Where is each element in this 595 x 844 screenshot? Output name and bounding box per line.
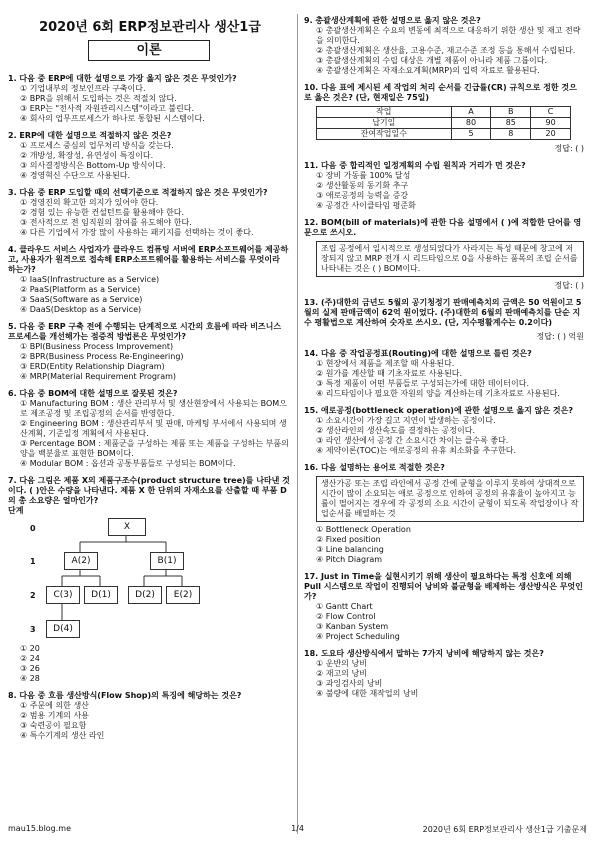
question-title: 9. 총괄생산계획에 관한 설명으로 옳지 않은 것은? [304,16,481,25]
answer-option[interactable]: ① IaaS(Infrastructure as a Service) [20,275,160,284]
question-2 [8,131,290,181]
product-structure-tree [8,506,290,644]
answer-option[interactable]: ④ 다른 기업에서 가장 많이 사용하는 패키지를 선택하는 것이 좋다. [20,228,254,237]
answer-option[interactable]: ③ 특정 제품이 어떤 부품들로 구성되는가에 대한 데이터이다. [316,379,529,388]
question-15 [304,406,584,456]
answer-option[interactable]: ③ 26 [20,664,40,673]
answer-option[interactable]: ① 운반의 낭비 [316,659,367,668]
question-options [8,701,290,741]
answer-option[interactable]: ② Flow Control [316,612,376,621]
answer-option[interactable]: ④ 28 [20,674,40,683]
question-title: 16. 다음 설명하는 용어로 적절한 것은? [304,463,445,472]
question-options [8,141,290,181]
answer-option[interactable]: ② 재고의 낭비 [316,669,367,678]
answer-option[interactable]: ② PaaS(Platform as a Service) [20,285,141,294]
footer-right: 2020년 6회 ERP정보관리사 생산1급 기출문제 [422,825,587,834]
answer-option[interactable]: ③ ERD(Entity Relationship Diagram) [20,362,165,371]
table-cell: 90 [531,118,571,129]
question-7 [8,476,290,684]
answer-option[interactable]: ④ 총괄생산계획은 자재소요계획(MRP)의 입력 자료로 활용된다. [316,66,540,75]
table-cell: 85 [491,118,531,129]
tree-node-c: C(3) [46,586,80,604]
answer-option[interactable]: ① 기업내부의 정보인프라 구축이다. [20,84,146,93]
level-label: 0 [30,524,36,533]
answer-option[interactable]: ② 24 [20,654,40,663]
answer-option[interactable]: ② 총괄생산계획은 생산율, 고용수준, 재고수준 조정 등을 통해서 수립된다. [316,46,576,55]
answer-blank[interactable]: 정답: ( ) 억원 [536,332,584,341]
answer-option[interactable]: ④ Pitch Diagram [316,555,383,564]
question-title: 5. 다음 중 ERP 구축 전에 수행되는 단계적으로 시간의 흐름에 따라 비즈니스 프로세스를 개선해가는 점증적 방법론은 무엇인가? [8,322,282,341]
answer-option[interactable]: ② 생산라인의 생산속도를 결정하는 공정이다. [316,426,475,435]
question-title: 11. 다음 중 합리적인 일정계획의 수립 원칙과 거리가 먼 것은? [304,161,526,170]
question-options [304,359,584,399]
question-options [8,275,290,315]
answer-option[interactable]: ① 현장에서 제품을 제조할 때 사용된다. [316,359,455,368]
table-row [317,129,571,140]
answer-option[interactable]: ④ 특수기계의 생산 라인 [20,731,105,740]
answer-option[interactable]: ② BPR을 위해서 도입하는 것은 적절치 않다. [20,94,177,103]
answer-blank[interactable]: 정답: ( ) [554,144,584,153]
answer-option[interactable]: ① 주문에 의한 생산 [20,701,89,710]
level-header: 단계 [8,506,24,515]
answer-option[interactable]: ② Fixed position [316,535,381,544]
question-title: 10. 다음 표에 제시된 세 작업의 처리 순서를 긴급률(CR) 규칙으로 정한 것으로 옳은 것은? (단, 현재일은 75일) [304,83,577,102]
column-divider [297,14,298,834]
question-title: 13. (주)대한의 금년도 5월의 공기청정기 판매예측치의 금액은 50 억원이고 5월의 실제 판매금액이 62억 원이었다. (주)대한의 6월의 판매예측치를 단순 지수 평활법으로 계산하여 숫자로 쓰시오. (단, 지수평활계수는 0.2이다) [304,298,582,327]
question-5 [8,322,290,382]
footer-page-number: 1/4 [291,824,304,833]
question-14 [304,349,584,399]
left-column [8,74,290,748]
answer-option[interactable]: ③ Percentage BOM : 제품군을 구성하는 제품 또는 제품을 구성하는 부품의 양을 백분율로 표현한 BOM이다. [20,439,289,458]
answer-option[interactable]: ② 원가를 계산할 때 기초자료로 사용된다. [316,369,463,378]
question-box: 생산가공 또는 조립 라인에서 공정 간에 균형을 이루지 못하여 상대적으로 시간이 많이 소요되는 애로 공정으로 인하여 공정의 유휴율이 높아지고 능률이 떨어지는 경우에 각 공정의 소요 시간이 균형이 되도록 작업장이나 작업순서를 배열하는 것 [316,476,584,522]
answer-option[interactable]: ③ ERP는 "전사적 자원관리시스템"이라고 불린다. [20,104,195,113]
table-header-cell: C [531,107,571,118]
tree-node-e: E(2) [166,586,200,604]
answer-option[interactable]: ④ MRP(Material Requirement Program) [20,372,177,381]
schedule-table [316,106,571,140]
answer-option[interactable]: ① 장비 가동률 100% 달성 [316,171,411,180]
answer-option[interactable]: ④ Modular BOM : 옵션과 공통부품들로 구성되는 BOM이다. [20,459,236,468]
answer-option[interactable]: ① 경영진의 확고한 의지가 있어야 한다. [20,198,159,207]
question-1 [8,74,290,124]
question-9 [304,16,584,76]
table-cell: 잔여작업일수 [317,129,452,140]
answer-option[interactable]: ④ Project Scheduling [316,632,400,641]
answer-option[interactable]: ③ 전사적으로 전 임직원의 참여를 유도해야 한다. [20,218,192,227]
question-options [304,602,584,642]
answer-option[interactable]: ① Bottleneck Operation [316,525,411,534]
question-options [304,171,584,211]
tree-node-x: X [108,518,146,536]
answer-option[interactable]: ① Gantt Chart [316,602,373,611]
question-title: 3. 다음 중 ERP 도입할 때의 선택기준으로 적절하지 않은 것은 무엇인가? [8,188,268,197]
question-options [304,525,584,565]
answer-option[interactable]: ④ 회사의 업무프로세스가 하나로 통합된 시스템이다. [20,114,205,123]
question-options [304,659,584,699]
answer-option[interactable]: ① Manufacturing BOM : 생산 관리부서 및 생산현장에서 사용되는 BOM으로 제조공정 및 조립공정의 순서를 반영한다. [20,399,287,418]
question-title: 17. Just in Time을 실현시키기 위해 생산이 필요하다는 특정 신호에 의해 Pull 시스템으로 작업이 진행되어 낭비와 불균형을 배제하는 생산방식은 무엇인가? [304,572,583,601]
answer-option[interactable]: ④ 불량에 대한 재작업의 낭비 [316,689,419,698]
question-10 [304,83,584,154]
question-title: 8. 다음 중 흐름 생산방식(Flow Shop)의 특징에 해당하는 것은? [8,691,242,700]
section-label: 이론 [88,40,210,61]
question-11 [304,161,584,211]
answer-option[interactable]: ② Engineering BOM : 생산관리부서 및 판매, 마케팅 부서에서 사용되며 생산계획, 기준일정 계획에서 사용된다. [20,419,287,438]
answer-option[interactable]: ③ SaaS(Software as a Service) [20,295,143,304]
answer-option[interactable]: ④ 제약이론(TOC)는 애로공정의 유휴 최소화를 추구한다. [316,446,516,455]
level-label: 1 [30,557,36,566]
question-options [8,198,290,238]
answer-option[interactable]: ③ Line balancing [316,545,384,554]
tree-node-d2: D(2) [128,586,162,604]
table-header-cell: B [491,107,531,118]
question-6 [8,389,290,469]
answer-blank[interactable]: 정답: ( ) [554,281,584,290]
question-title: 6. 다음 중 BOM에 대한 설명으로 잘못된 것은? [8,389,178,398]
table-header-cell: 작업 [317,107,452,118]
answer-option[interactable]: ② 경험 있는 유능한 컨설턴트를 활용해야 한다. [20,208,185,217]
question-title: 1. 다음 중 ERP에 대한 설명으로 가장 옳지 않은 것은 무엇인가? [8,74,237,83]
table-cell: 5 [451,129,491,140]
answer-option[interactable]: ④ 리드타임이나 필요한 자원의 양을 계산하는데 기초자료로 사용된다. [316,389,560,398]
answer-option[interactable]: ② 생산활동의 동기화 추구 [316,181,409,190]
question-8 [8,691,290,741]
tree-node-a: A(2) [64,552,98,570]
question-3 [8,188,290,238]
answer-option[interactable]: ④ 경영혁신 수단으로 사용된다. [20,171,131,180]
question-title: 2. ERP에 대한 설명으로 적절하지 않은 것은? [8,131,172,140]
answer-option[interactable]: ③ 애로공정의 능력을 증강 [316,191,409,200]
question-options [304,416,584,456]
question-title: 4. 클라우드 서비스 사업자가 클라우드 컴퓨팅 서버에 ERP소프트웨어를 제공하고, 사용자가 원격으로 접속해 ERP소프트웨어를 활용하는 서비스를 무엇이라 하는가? [8,245,289,274]
answer-option[interactable]: ① 소요시간이 가장 길고 지연이 발생하는 공정이다. [316,416,496,425]
table-row [317,118,571,129]
question-title: 7. 다음 그림은 제품 X의 제품구조수(product structure tree)를 나타낸 것이다. ( )안은 수량을 나타낸다. 제품 X 한 단위의 자재소요를 산출할 때 부품 D의 총 소요량은 얼마인가? [8,476,290,505]
tree-node-d4: D(4) [46,620,80,638]
table-header-cell: A [451,107,491,118]
question-box: 조립 공정에서 일시적으로 생성되었다가 사라지는 특성 때문에 창고에 저장되지 않고 MRP 전개 시 리드타임으로 0을 사용하는 품목의 조립 순서를 나타내는 것은 ( ) BOM이다. [316,241,584,277]
footer-left: mau15.blog.me [8,824,72,833]
question-title: 18. 도요타 생산방식에서 말하는 7가지 낭비에 해당하지 않는 것은? [304,649,544,658]
question-13 [304,298,584,342]
answer-option[interactable]: ③ 숙련공이 필요함 [20,721,87,730]
question-options [304,26,584,76]
question-options [8,342,290,382]
tree-node-d1: D(1) [84,586,118,604]
question-16 [304,463,584,565]
question-12 [304,218,584,291]
question-options [8,399,290,469]
level-label: 2 [30,591,36,600]
question-title: 15. 애로공정(bottleneck operation)에 관한 설명으로 옳지 않은 것은? [304,406,573,415]
table-cell: 20 [531,129,571,140]
level-label: 3 [30,625,36,634]
answer-option[interactable]: ① 총괄생산계획은 수요의 변동에 최적으로 대응하기 위한 생산 및 재고 전략을 의미한다. [316,26,581,45]
question-options [8,84,290,124]
table-header-row [317,107,571,118]
answer-option[interactable]: ④ DaaS(Desktop as a Service) [20,305,142,314]
left-questions [8,74,290,469]
question-18 [304,649,584,699]
answer-option[interactable]: ③ Kanban System [316,622,389,631]
right-column [304,16,584,706]
answer-option[interactable]: ③ 총괄생산계획의 수립 대상은 개별 제품이 아니라 제품 그룹이다. [316,56,547,65]
answer-option[interactable]: ④ 공정간 사이클타임 평준화 [316,201,416,210]
answer-option[interactable]: ① 프로세스 중심의 업무처리 방식을 갖는다. [20,141,174,150]
answer-option[interactable]: ② BPR(Business Process Re-Engineering) [20,352,184,361]
question-17 [304,572,584,642]
tree-node-b: B(1) [150,552,184,570]
answer-option[interactable]: ① BPI(Business Process Improvement) [20,342,174,351]
table-cell: 80 [451,118,491,129]
answer-option[interactable]: ② 범용 기계의 사용 [20,711,89,720]
question-title: 14. 다음 중 작업공정표(Routing)에 대한 설명으로 틀린 것은? [304,349,532,358]
answer-option[interactable]: ① 20 [20,644,40,653]
page-title: 2020년 6회 ERP정보관리사 생산1급 [39,20,261,35]
answer-option[interactable]: ③ 의사결정방식은 Bottom-Up 방식이다. [20,161,166,170]
question-title: 12. BOM(bill of materials)에 관한 다음 설명에서 ( )에 적합한 단어를 영문으로 쓰시오. [304,218,582,237]
answer-option[interactable]: ③ 과잉검사의 낭비 [316,679,383,688]
table-cell: 납기일 [317,118,452,129]
table-cell: 8 [491,129,531,140]
question-options [8,644,290,684]
answer-option[interactable]: ② 개방성, 확장성, 유연성이 특징이다. [20,151,154,160]
question-4 [8,245,290,315]
answer-option[interactable]: ③ 라인 생산에서 공정 간 소요시간 차이는 클수록 좋다. [316,436,509,445]
